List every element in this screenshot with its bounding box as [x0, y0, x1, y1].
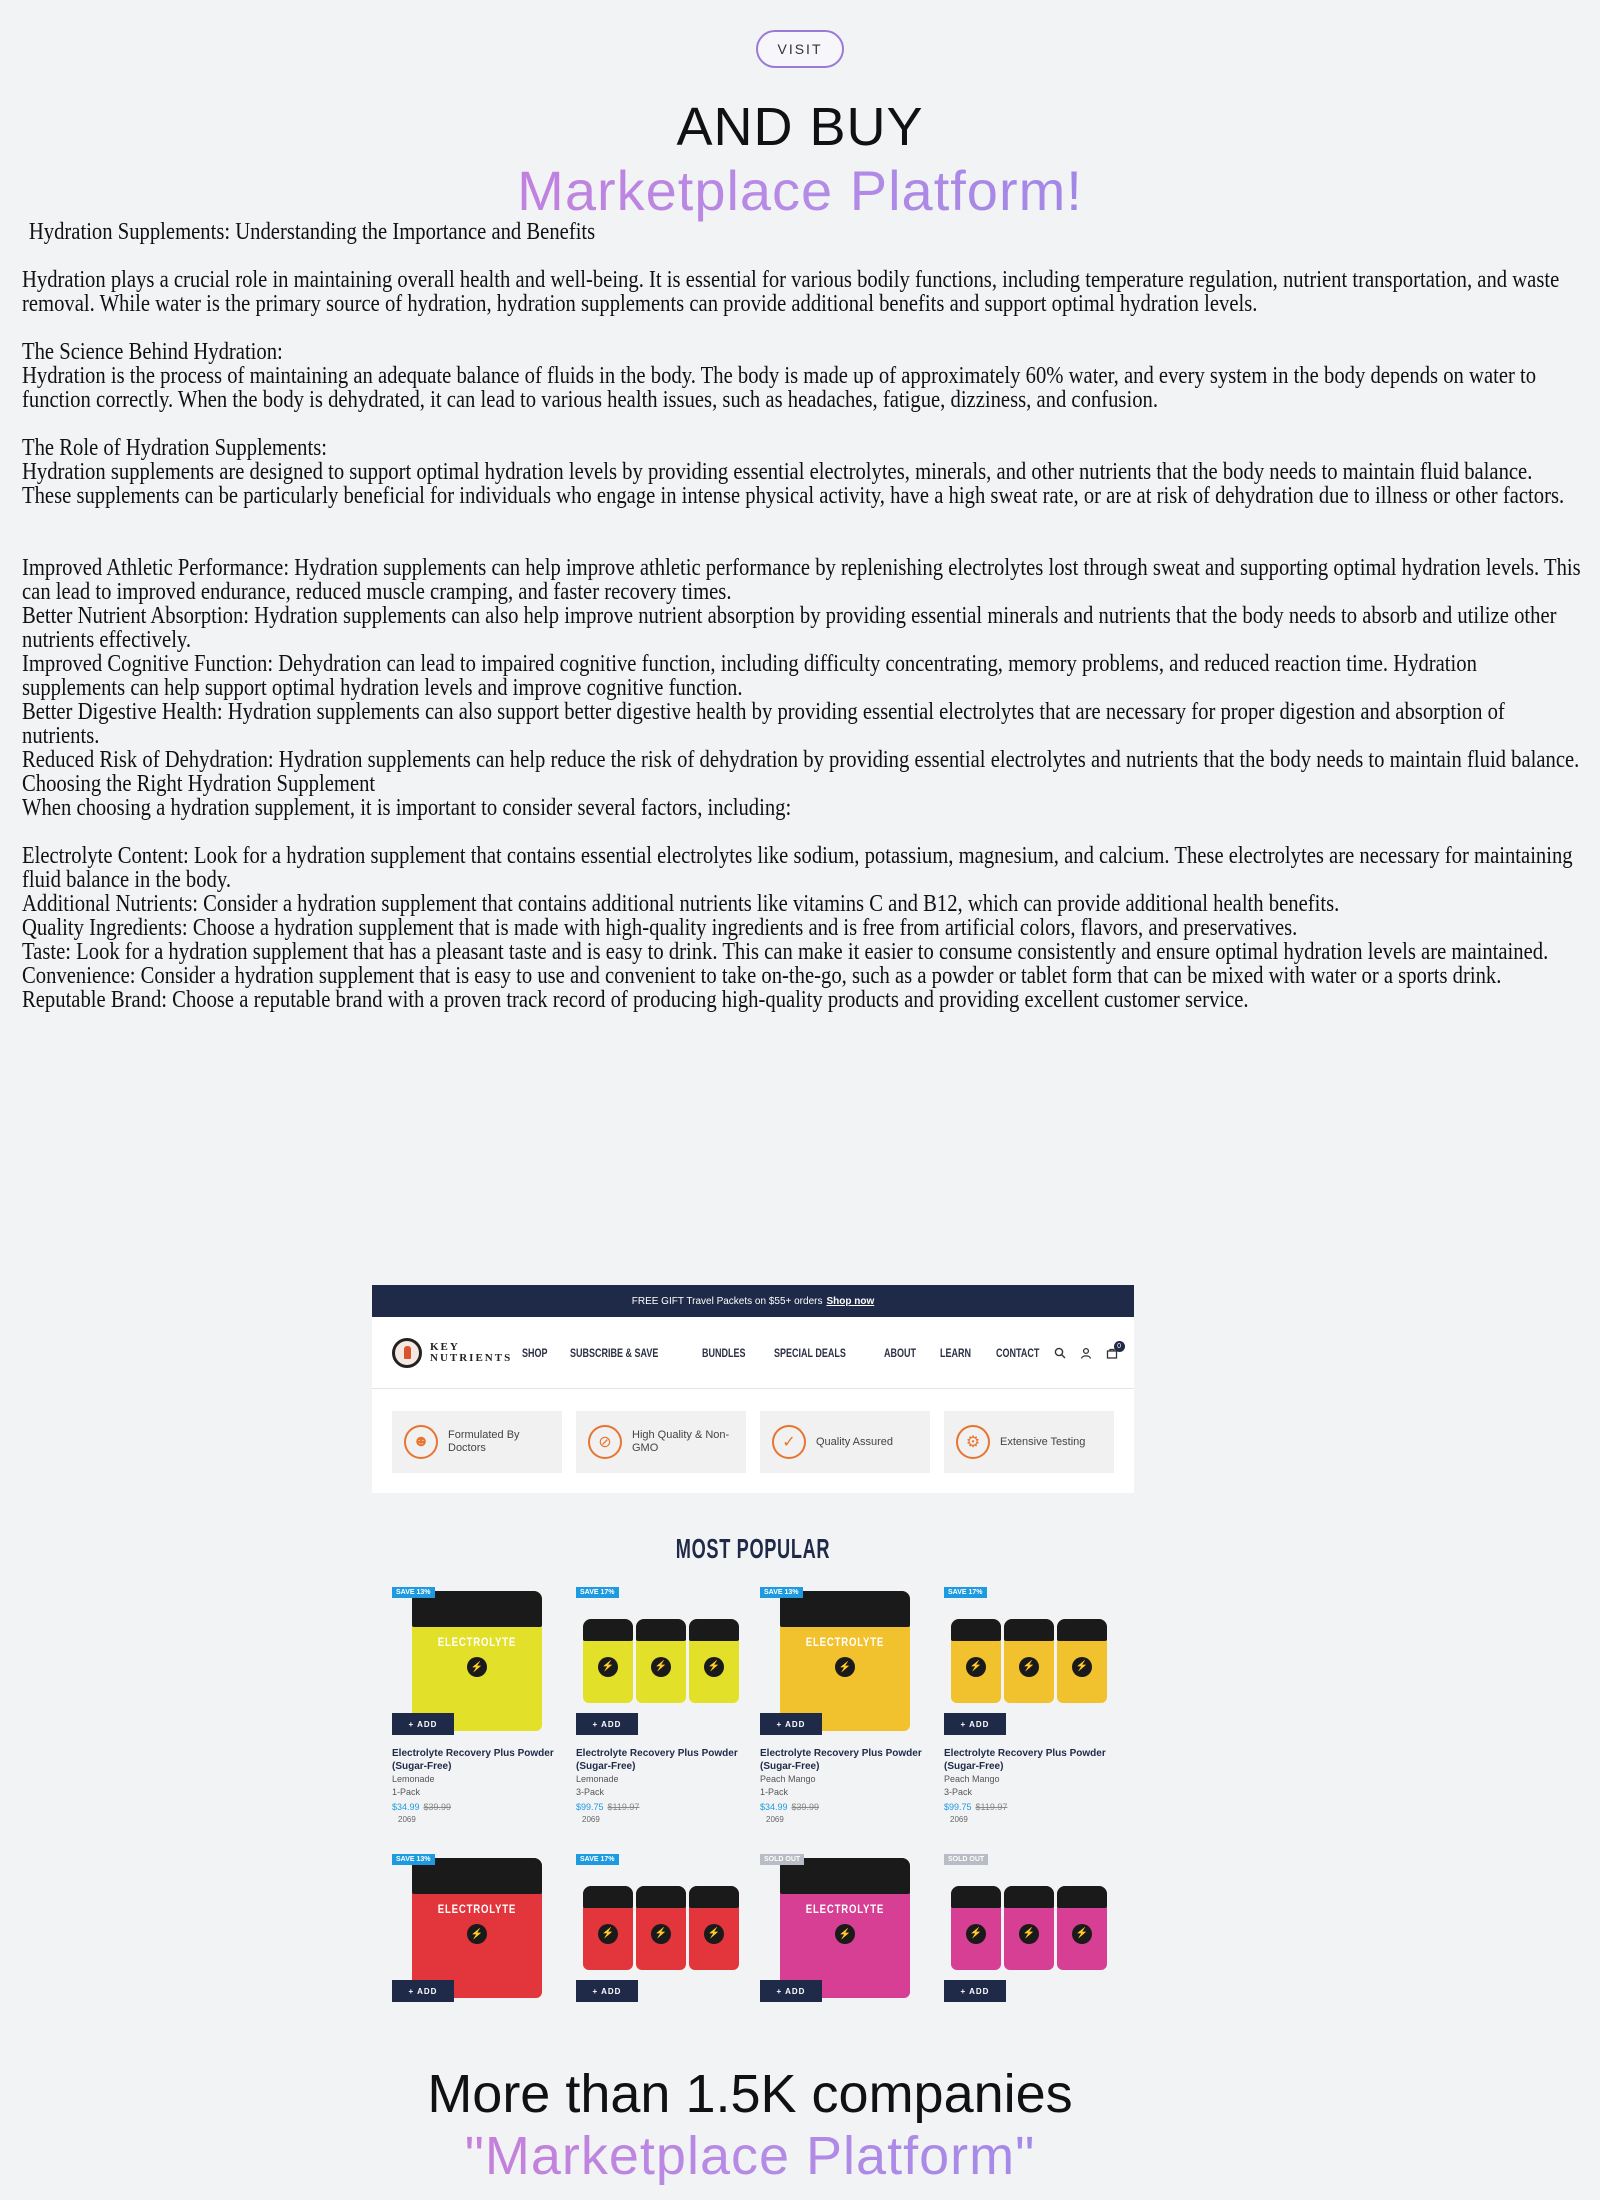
product-card[interactable] [392, 1854, 562, 2002]
factor-item: Reputable Brand: Choose a reputable brand with a proven track record of producing high-quality products and providing excellent customer service. [22, 987, 1249, 1013]
product-jar [689, 1619, 739, 1703]
no-gmo-icon: ⊘ [588, 1425, 622, 1459]
footer-subheading: "Marketplace Platform" [0, 2125, 1500, 2187]
feature-label: Formulated By Doctors [448, 1429, 520, 1454]
account-icon[interactable] [1080, 1347, 1092, 1359]
bolt-icon: ⚡ [598, 1924, 618, 1944]
promo-text: FREE GIFT Travel Packets on $55+ orders [631, 1295, 823, 1307]
product-size: 1-Pack [760, 1787, 789, 1797]
choosing-heading: Choosing the Right Hydration Supplement [22, 771, 376, 797]
product-image[interactable] [392, 1587, 562, 1735]
product-size: 3-Pack [576, 1787, 605, 1797]
test-tube-icon: ⚙ [956, 1425, 990, 1459]
feature-card [944, 1411, 1114, 1473]
bolt-icon: ⚡ [1019, 1657, 1039, 1677]
product-card[interactable] [576, 1854, 746, 2002]
product-jar [1004, 1886, 1054, 1970]
add-to-cart-button[interactable]: + ADD [576, 1713, 638, 1735]
jar-label: ELECTROLYTE [437, 1635, 517, 1650]
review-count: 2069 [582, 1815, 600, 1824]
nav-item-bundles[interactable]: BUNDLES [702, 1345, 746, 1360]
product-name: Electrolyte Recovery Plus Powder (Sugar-Free) [760, 1748, 922, 1772]
product-card[interactable] [760, 1854, 930, 2002]
benefit-item: Reduced Risk of Dehydration: Hydration supplements can help reduce the risk of dehydration by providing essential electrolytes and nutrients that the body needs to maintain fluid balance. [22, 747, 1580, 773]
product-image[interactable] [944, 1587, 1114, 1735]
product-jar [780, 1591, 910, 1731]
product-size: 1-Pack [392, 1787, 421, 1797]
bolt-icon: ⚡ [704, 1657, 724, 1677]
section-title: MOST POPULAR [675, 1533, 831, 1564]
cart-count-badge: 0 [1114, 1341, 1125, 1352]
factor-item: Quality Ingredients: Choose a hydration supplement that is made with high-quality ingredients and is free from artificial colors, flavors, and preservatives. [22, 915, 1298, 941]
keyhole-icon [392, 1338, 422, 1368]
nav-item-learn[interactable]: LEARN [940, 1345, 972, 1360]
feature-label: Quality Assured [816, 1435, 894, 1448]
store-screenshot [372, 1285, 1134, 2039]
product-grid [372, 1565, 1134, 2002]
product-image[interactable] [760, 1587, 930, 1735]
discount-badge: SAVE 13% [392, 1854, 435, 1865]
role-text: Hydration supplements are designed to support optimal hydration levels by providing essential electrolytes, minerals, and other nutrients that the body needs to maintain fluid balance. These supplements can be particularly beneficial for individuals who engage in intense physical activity, have a high sweat rate, or are at risk of dehydration due to illness or other factors. [22, 459, 1565, 509]
review-count: 2069 [766, 1815, 784, 1824]
product-image[interactable] [392, 1854, 562, 2002]
product-old-price: $39.99 [423, 1802, 452, 1812]
product-jar [636, 1886, 686, 1970]
feature-label: High Quality & Non-GMO [632, 1429, 730, 1454]
bolt-icon: ⚡ [651, 1924, 671, 1944]
product-image[interactable] [576, 1587, 746, 1735]
product-price: $34.99 [392, 1802, 420, 1812]
discount-badge: SAVE 13% [392, 1587, 435, 1598]
product-flavor: Peach Mango [760, 1774, 816, 1784]
visit-button[interactable]: VISIT [756, 30, 844, 68]
add-to-cart-button[interactable]: + ADD [392, 1980, 454, 2002]
bolt-icon: ⚡ [467, 1924, 487, 1944]
feature-card [576, 1411, 746, 1473]
jar-label: ELECTROLYTE [805, 1635, 885, 1650]
sold-out-badge: SOLD OUT [760, 1854, 804, 1865]
choosing-intro: When choosing a hydration supplement, it is important to consider several factors, including: [22, 795, 792, 821]
product-jar [951, 1886, 1001, 1970]
factor-item: Convenience: Consider a hydration supplement that is easy to use and convenient to take on-the-go, such as a powder or tablet form that can be mixed with water or a sports drink. [22, 963, 1502, 989]
article [22, 219, 1581, 1013]
bolt-icon: ⚡ [467, 1657, 487, 1677]
product-name: Electrolyte Recovery Plus Powder (Sugar-Free) [576, 1748, 738, 1772]
add-to-cart-button[interactable]: + ADD [760, 1713, 822, 1735]
shield-icon: ✓ [772, 1425, 806, 1459]
store-navbar [372, 1317, 1134, 1389]
product-jar [689, 1886, 739, 1970]
benefit-item: Improved Cognitive Function: Dehydration can lead to impaired cognitive function, including difficulty concentrating, memory problems, and reduced reaction time. Hydration supplements can help support optimal hydration levels and improve cognitive function. [22, 651, 1477, 701]
discount-badge: SAVE 17% [944, 1587, 987, 1598]
product-flavor: Lemonade [392, 1774, 435, 1784]
feature-label: Extensive Testing [1000, 1435, 1086, 1448]
product-jar [1004, 1619, 1054, 1703]
brand-name-line2: NUTRIENTS [430, 1351, 513, 1364]
discount-badge: SAVE 17% [576, 1854, 619, 1865]
product-jar [636, 1619, 686, 1703]
search-icon[interactable] [1054, 1347, 1066, 1359]
product-card[interactable] [576, 1587, 746, 1826]
bolt-icon: ⚡ [835, 1924, 855, 1944]
bolt-icon: ⚡ [704, 1924, 724, 1944]
hero-subheading: Marketplace Platform! [0, 158, 1600, 223]
nav-item-about[interactable]: ABOUT [883, 1345, 916, 1360]
product-card[interactable] [760, 1587, 930, 1826]
product-card[interactable] [944, 1854, 1114, 2002]
product-name: Electrolyte Recovery Plus Powder (Sugar-Free) [392, 1748, 554, 1772]
product-jar [1057, 1886, 1107, 1970]
factor-item: Electrolyte Content: Look for a hydration supplement that contains essential electrolytes like sodium, potassium, magnesium, and calcium. These electrolytes are necessary for maintaining fluid balance in the body. [22, 843, 1573, 893]
add-to-cart-button[interactable]: + ADD [576, 1980, 638, 2002]
feature-card [392, 1411, 562, 1473]
product-old-price: $119.97 [607, 1802, 640, 1812]
product-jar [780, 1858, 910, 1998]
product-jar [1057, 1619, 1107, 1703]
article-title: Hydration Supplements: Understanding the Importance and Benefits [28, 219, 596, 245]
product-name: Electrolyte Recovery Plus Powder (Sugar-Free) [944, 1748, 1106, 1772]
benefit-item: Better Digestive Health: Hydration supplements can also support better digestive health by providing essential electrolytes that are necessary for proper digestion and absorption of nutrients. [22, 699, 1505, 749]
doctor-icon: ☻ [404, 1425, 438, 1459]
add-to-cart-button[interactable]: + ADD [944, 1980, 1006, 2002]
product-price: $99.75 [576, 1802, 604, 1812]
product-jar [951, 1619, 1001, 1703]
benefit-item: Improved Athletic Performance: Hydration supplements can help improve athletic performance by replenishing electrolytes lost through sweat and supporting optimal hydration levels. This can lead to improved endurance, reduced muscle cramping, and faster recovery times. [22, 555, 1581, 605]
promo-bar [372, 1285, 1134, 1317]
benefit-item: Better Nutrient Absorption: Hydration supplements can also help improve nutrient absorption by providing essential minerals and nutrients that the body needs to absorb and utilize other nutrients effectively. [22, 603, 1557, 653]
science-text: Hydration is the process of maintaining an adequate balance of fluids in the body. The body is made up of approximately 60% water, and every system in the body depends on water to function correctly. When the body is dehydrated, it can lead to various health issues, such as headaches, fatigue, dizziness, and confusion. [22, 363, 1537, 413]
product-flavor: Lemonade [576, 1774, 619, 1784]
bolt-icon: ⚡ [966, 1924, 986, 1944]
add-to-cart-button[interactable]: + ADD [392, 1713, 454, 1735]
main-nav [522, 1346, 1053, 1360]
product-jar [412, 1591, 542, 1731]
footer-heading: More than 1.5K companies [427, 2064, 1073, 2124]
product-jar [412, 1858, 542, 1998]
hero-heading: AND BUY [676, 97, 924, 157]
factor-item: Taste: Look for a hydration supplement that has a pleasant taste and is easy to drink. This can make it easier to consume consistently and ensure optimal hydration levels are maintained. [22, 939, 1549, 965]
product-flavor: Peach Mango [944, 1774, 1000, 1784]
review-count: 2069 [398, 1815, 416, 1824]
feature-card [760, 1411, 930, 1473]
bolt-icon: ⚡ [1072, 1924, 1092, 1944]
product-old-price: $39.99 [791, 1802, 820, 1812]
discount-badge: SAVE 17% [576, 1587, 619, 1598]
bolt-icon: ⚡ [835, 1657, 855, 1677]
nav-item-subscribe[interactable]: SUBSCRIBE & SAVE [570, 1345, 659, 1360]
science-heading: The Science Behind Hydration: [22, 339, 283, 365]
product-image[interactable] [944, 1854, 1114, 2002]
brand-logo[interactable] [392, 1338, 512, 1368]
cart-button[interactable] [1106, 1342, 1122, 1359]
review-count: 2069 [950, 1815, 968, 1824]
brand-name-line1: KEY [430, 1340, 460, 1353]
promo-link[interactable]: Shop now [826, 1295, 875, 1307]
nav-item-shop[interactable]: SHOP [522, 1345, 548, 1360]
product-image[interactable] [760, 1854, 930, 2002]
article-intro: Hydration plays a crucial role in maintaining overall health and well-being. It is essential for various bodily functions, including temperature regulation, nutrient transportation, and waste removal. While water is the primary source of hydration, hydration supplements can provide additional benefits and support optimal hydration levels. [22, 267, 1560, 317]
product-jar [583, 1619, 633, 1703]
jar-label: ELECTROLYTE [805, 1902, 885, 1917]
product-price: $99.75 [944, 1802, 972, 1812]
bolt-icon: ⚡ [1072, 1657, 1092, 1677]
nav-item-special-deals[interactable]: SPECIAL DEALS [774, 1345, 846, 1360]
bolt-icon: ⚡ [651, 1657, 671, 1677]
product-jar [583, 1886, 633, 1970]
product-old-price: $119.97 [975, 1802, 1008, 1812]
add-to-cart-button[interactable]: + ADD [760, 1980, 822, 2002]
product-size: 3-Pack [944, 1787, 973, 1797]
feature-strip [372, 1389, 1134, 1493]
product-image[interactable] [576, 1854, 746, 2002]
bolt-icon: ⚡ [1019, 1924, 1039, 1944]
discount-badge: SAVE 13% [760, 1587, 803, 1598]
product-card[interactable] [944, 1587, 1114, 1826]
product-card[interactable] [392, 1587, 562, 1826]
nav-item-contact[interactable]: CONTACT [995, 1345, 1040, 1360]
factor-item: Additional Nutrients: Consider a hydration supplement that contains additional nutrients like vitamins C and B12, which can provide additional health benefits. [22, 891, 1340, 917]
bolt-icon: ⚡ [966, 1657, 986, 1677]
bolt-icon: ⚡ [598, 1657, 618, 1677]
sold-out-badge: SOLD OUT [944, 1854, 988, 1865]
product-price: $34.99 [760, 1802, 788, 1812]
add-to-cart-button[interactable]: + ADD [944, 1713, 1006, 1735]
role-heading: The Role of Hydration Supplements: [22, 435, 327, 461]
jar-label: ELECTROLYTE [437, 1902, 517, 1917]
